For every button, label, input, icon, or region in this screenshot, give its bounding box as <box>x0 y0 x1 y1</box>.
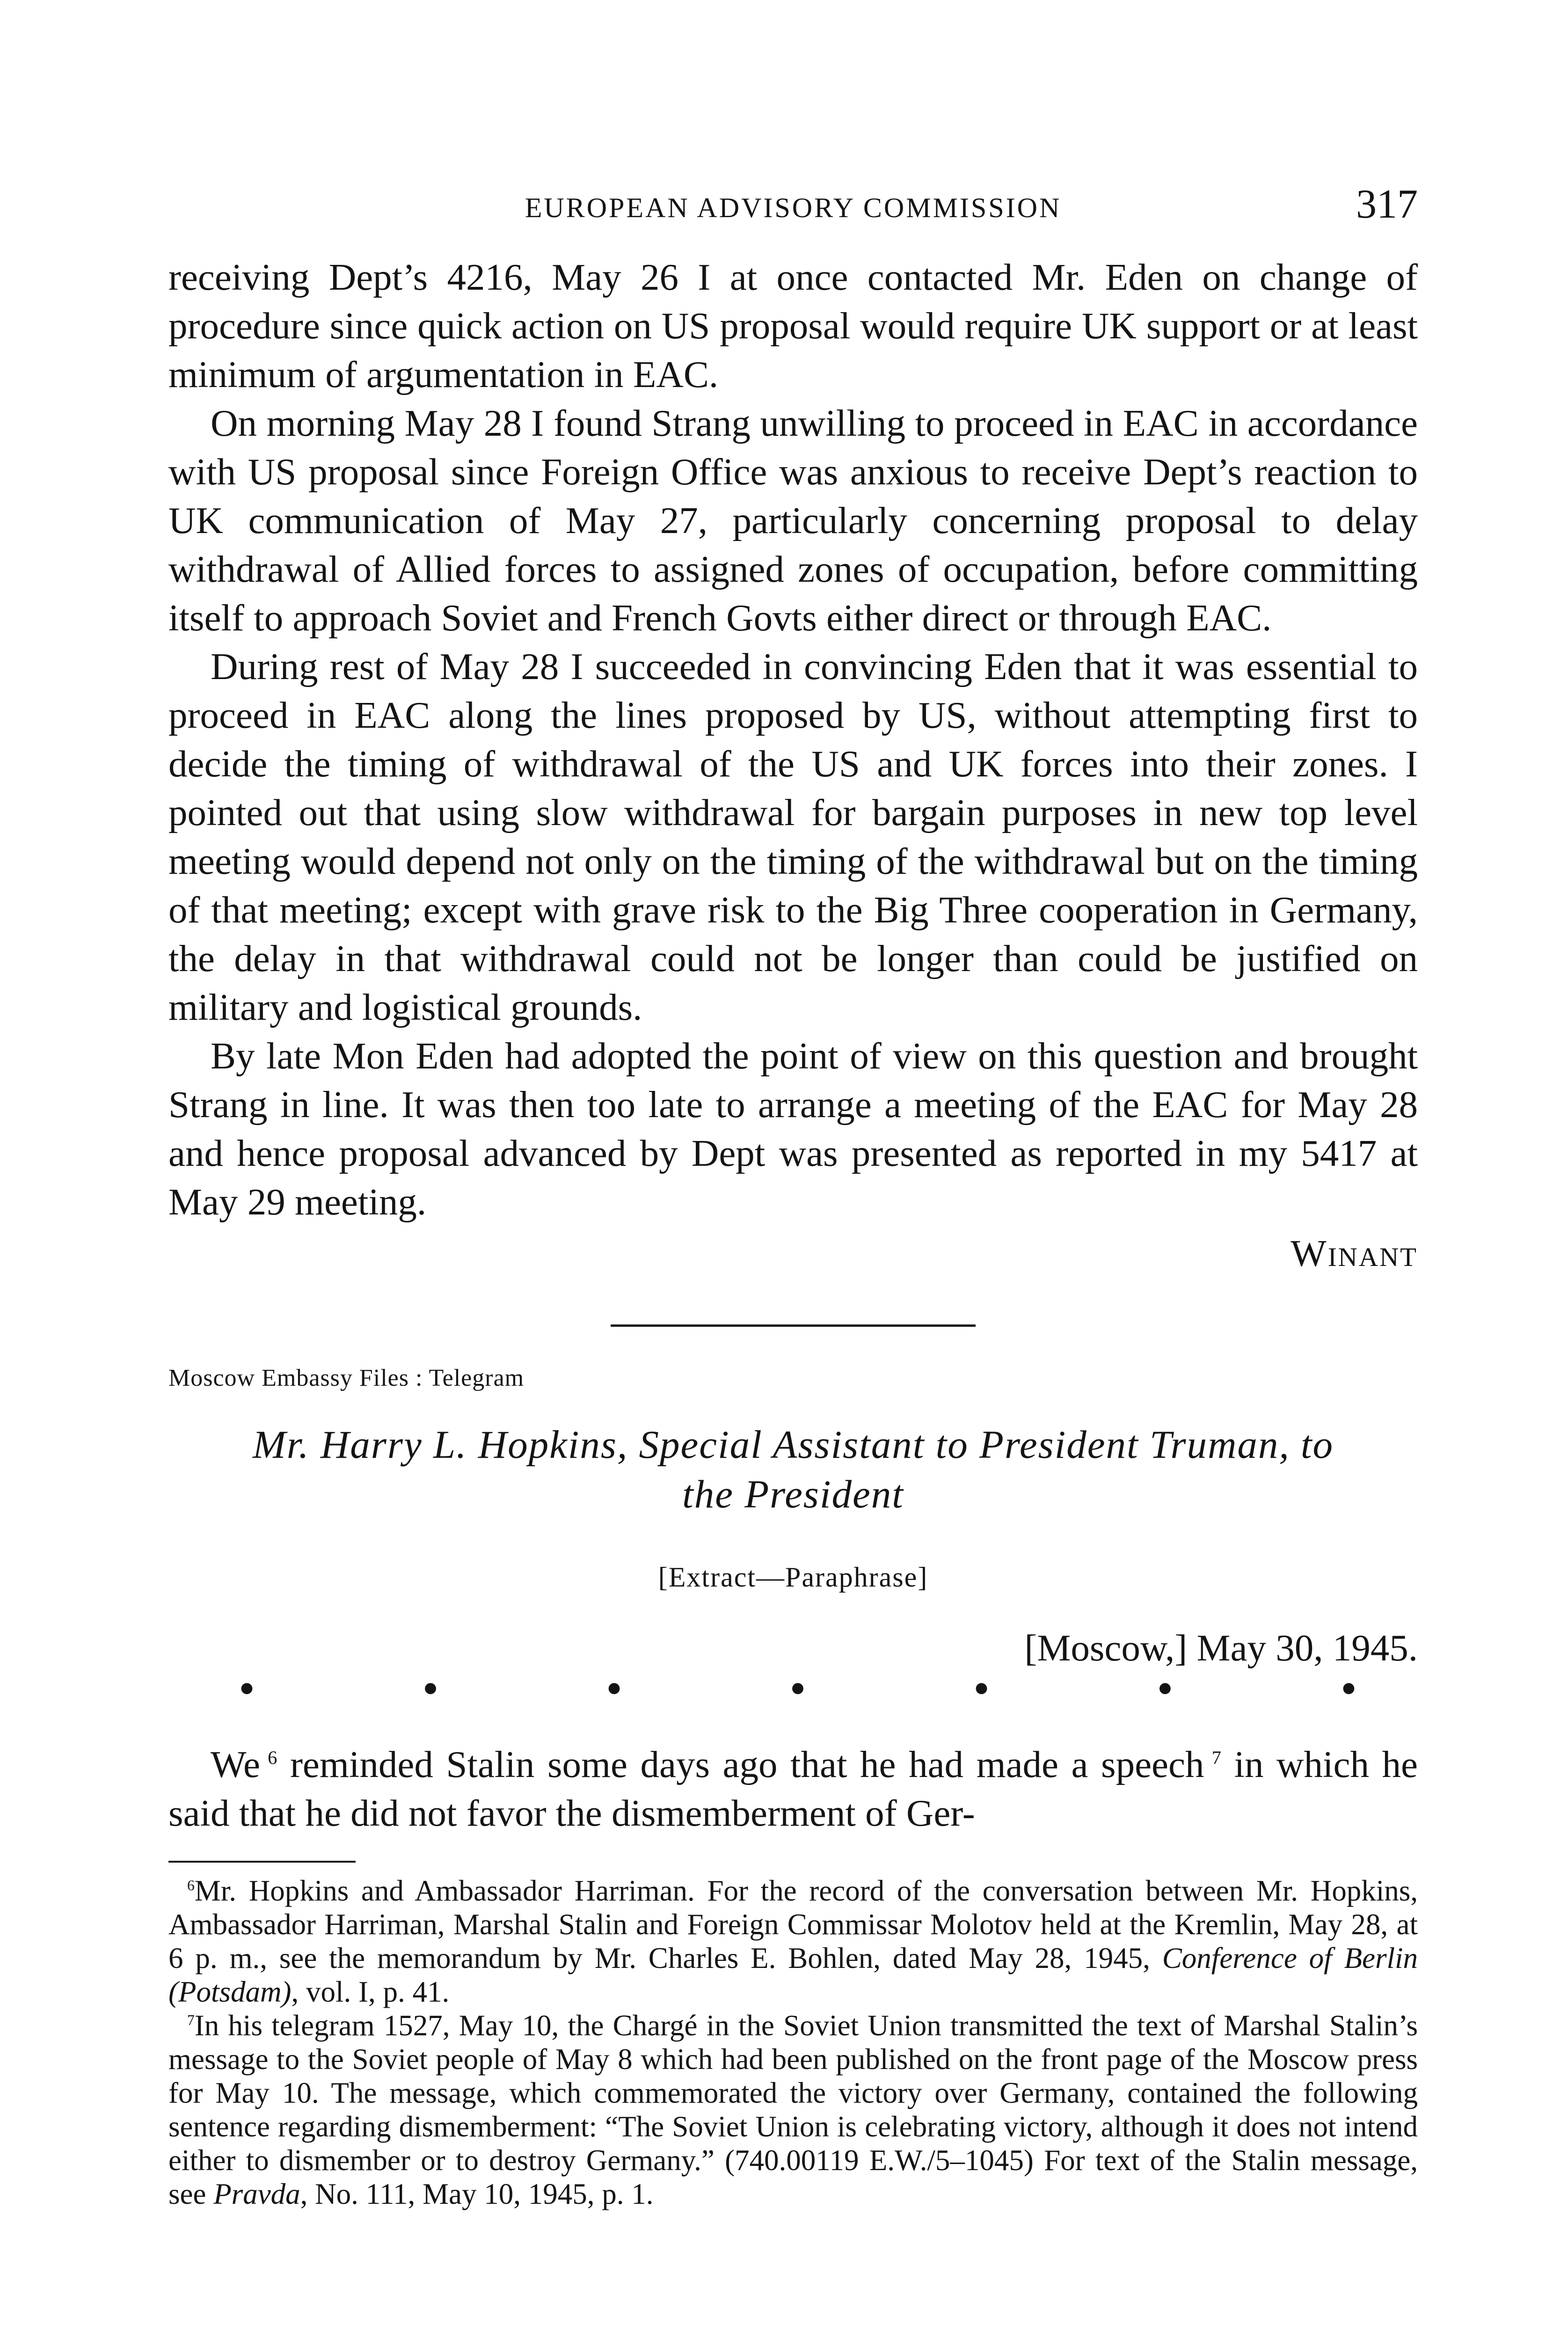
document-page <box>168 178 1418 2211</box>
paragraph-1: receiving Dept’s 4216, May 26 I at once contacted Mr. Eden on change of procedure since quick action on US proposal would require UK support or at least minimum of argumentation in EAC. <box>168 256 1418 395</box>
paragraph-2: On morning May 28 I found Strang unwilling to proceed in EAC in accordance with US proposal since Foreign Office was anxious to receive Dept’s reaction to UK communication of May 27, particularly concerning proposal to delay withdrawal of Allied forces to assigned zones of occupation, before committing itself to approach Soviet and French Govts either direct or through EAC. <box>168 402 1418 639</box>
telegram-body <box>168 1740 1418 1837</box>
footnote-6-italic: Conference of Berlin (Potsdam) <box>168 1942 1418 2008</box>
omission-dot: • <box>1340 1662 1357 1714</box>
paragraph-3: During rest of May 28 I succeeded in convincing Eden that it was essential to proceed in EAC along the lines proposed by US, without attempting first to decide the timing of withdrawal of the US and UK forces into their zones. I pointed out that using slow withdrawal for bargain purposes in new top level meeting would depend not only on the timing of the withdrawal but on the timing of that meeting; except with grave risk to the Big Three cooperation in Germany, the delay in that withdrawal could not be longer than could be justified on military and logistical grounds. <box>168 645 1418 1028</box>
footnote-mark-7: 7 <box>187 2012 195 2028</box>
omission-dots <box>168 1662 1418 1714</box>
footnote-ref-6[interactable]: 6 <box>268 1747 277 1768</box>
footnote-6 <box>168 1874 1418 2009</box>
footnote-7 <box>168 2009 1418 2211</box>
omission-dot: • <box>973 1662 990 1714</box>
telegram-paragraph <box>168 1740 1418 1837</box>
letter-body <box>168 253 1418 1226</box>
footnote-mark-6: 6 <box>187 1877 195 1894</box>
omission-dot: • <box>789 1662 806 1714</box>
section-divider <box>611 1324 976 1327</box>
document-title-line-2: the President <box>682 1472 904 1516</box>
omission-dot: • <box>1157 1662 1174 1714</box>
telegram-text-end: in which he said that he did not favor the dismemberment of Ger- <box>168 1743 1418 1834</box>
omission-dot: • <box>605 1662 622 1714</box>
footnote-7-text-a: In his telegram 1527, May 10, the Chargé in the Soviet Union transmitted the text of Marshal Stalin’s message to the Soviet people of May 8 which had been published on the front page of the Moscow press for May 10. The message, which commemorated the victory over Germany, contained the following sentence regarding dismemberment: “The Soviet Union is celebrating victory, although it does not intend either to dismember or to destroy Germany.” (740.00119 E.W./5–1045) For text of the Stalin message, see <box>168 2009 1418 2210</box>
telegram-text-mid: reminded Stalin some days ago that he had made a speech <box>277 1743 1204 1785</box>
running-header <box>168 178 1418 234</box>
running-title: EUROPEAN ADVISORY COMMISSION <box>525 192 1062 223</box>
footnote-6-text-a: Mr. Hopkins and Ambassador Harriman. For the record of the conversation between Mr. Hopkins, Ambassador Harriman, Marshal Stalin and Foreign Commissar Molotov held at the Kremlin, May 28, at 6 p. m., see the memorandum by Mr. Charles E. Bohlen, dated May 28, 1945, <box>168 1874 1418 1974</box>
dateline: [Moscow,] May 30, 1945. <box>1024 1627 1418 1669</box>
footnote-6-text-b: , vol. I, p. 41. <box>291 1975 450 2008</box>
footnote-ref-7[interactable]: 7 <box>1211 1747 1221 1768</box>
paragraph-4: By late Mon Eden had adopted the point of view on this question and brought Strang in line. It was then too late to arrange a meeting of the EAC for May 28 and hence proposal advanced by Dept was presented as reported in my 5417 at May 29 meeting. <box>168 1035 1418 1223</box>
page-number: 317 <box>1356 182 1418 227</box>
signature: Winant <box>1291 1232 1418 1274</box>
document-source: Moscow Embassy Files : Telegram <box>168 1365 525 1391</box>
footnote-7-italic: Pravda <box>213 2178 300 2210</box>
footnote-divider <box>168 1861 356 1863</box>
telegram-text-start: We <box>211 1743 260 1785</box>
omission-dot: • <box>239 1662 255 1714</box>
footnote-7-text-b: , No. 111, May 10, 1945, p. 1. <box>300 2178 654 2210</box>
omission-dot: • <box>422 1662 439 1714</box>
document-subhead: [Extract—Paraphrase] <box>658 1562 928 1593</box>
footnotes <box>168 1874 1418 2211</box>
document-title-line-1: Mr. Harry L. Hopkins, Special Assistant to President Truman, to <box>252 1423 1334 1467</box>
document-title <box>168 1420 1418 1519</box>
